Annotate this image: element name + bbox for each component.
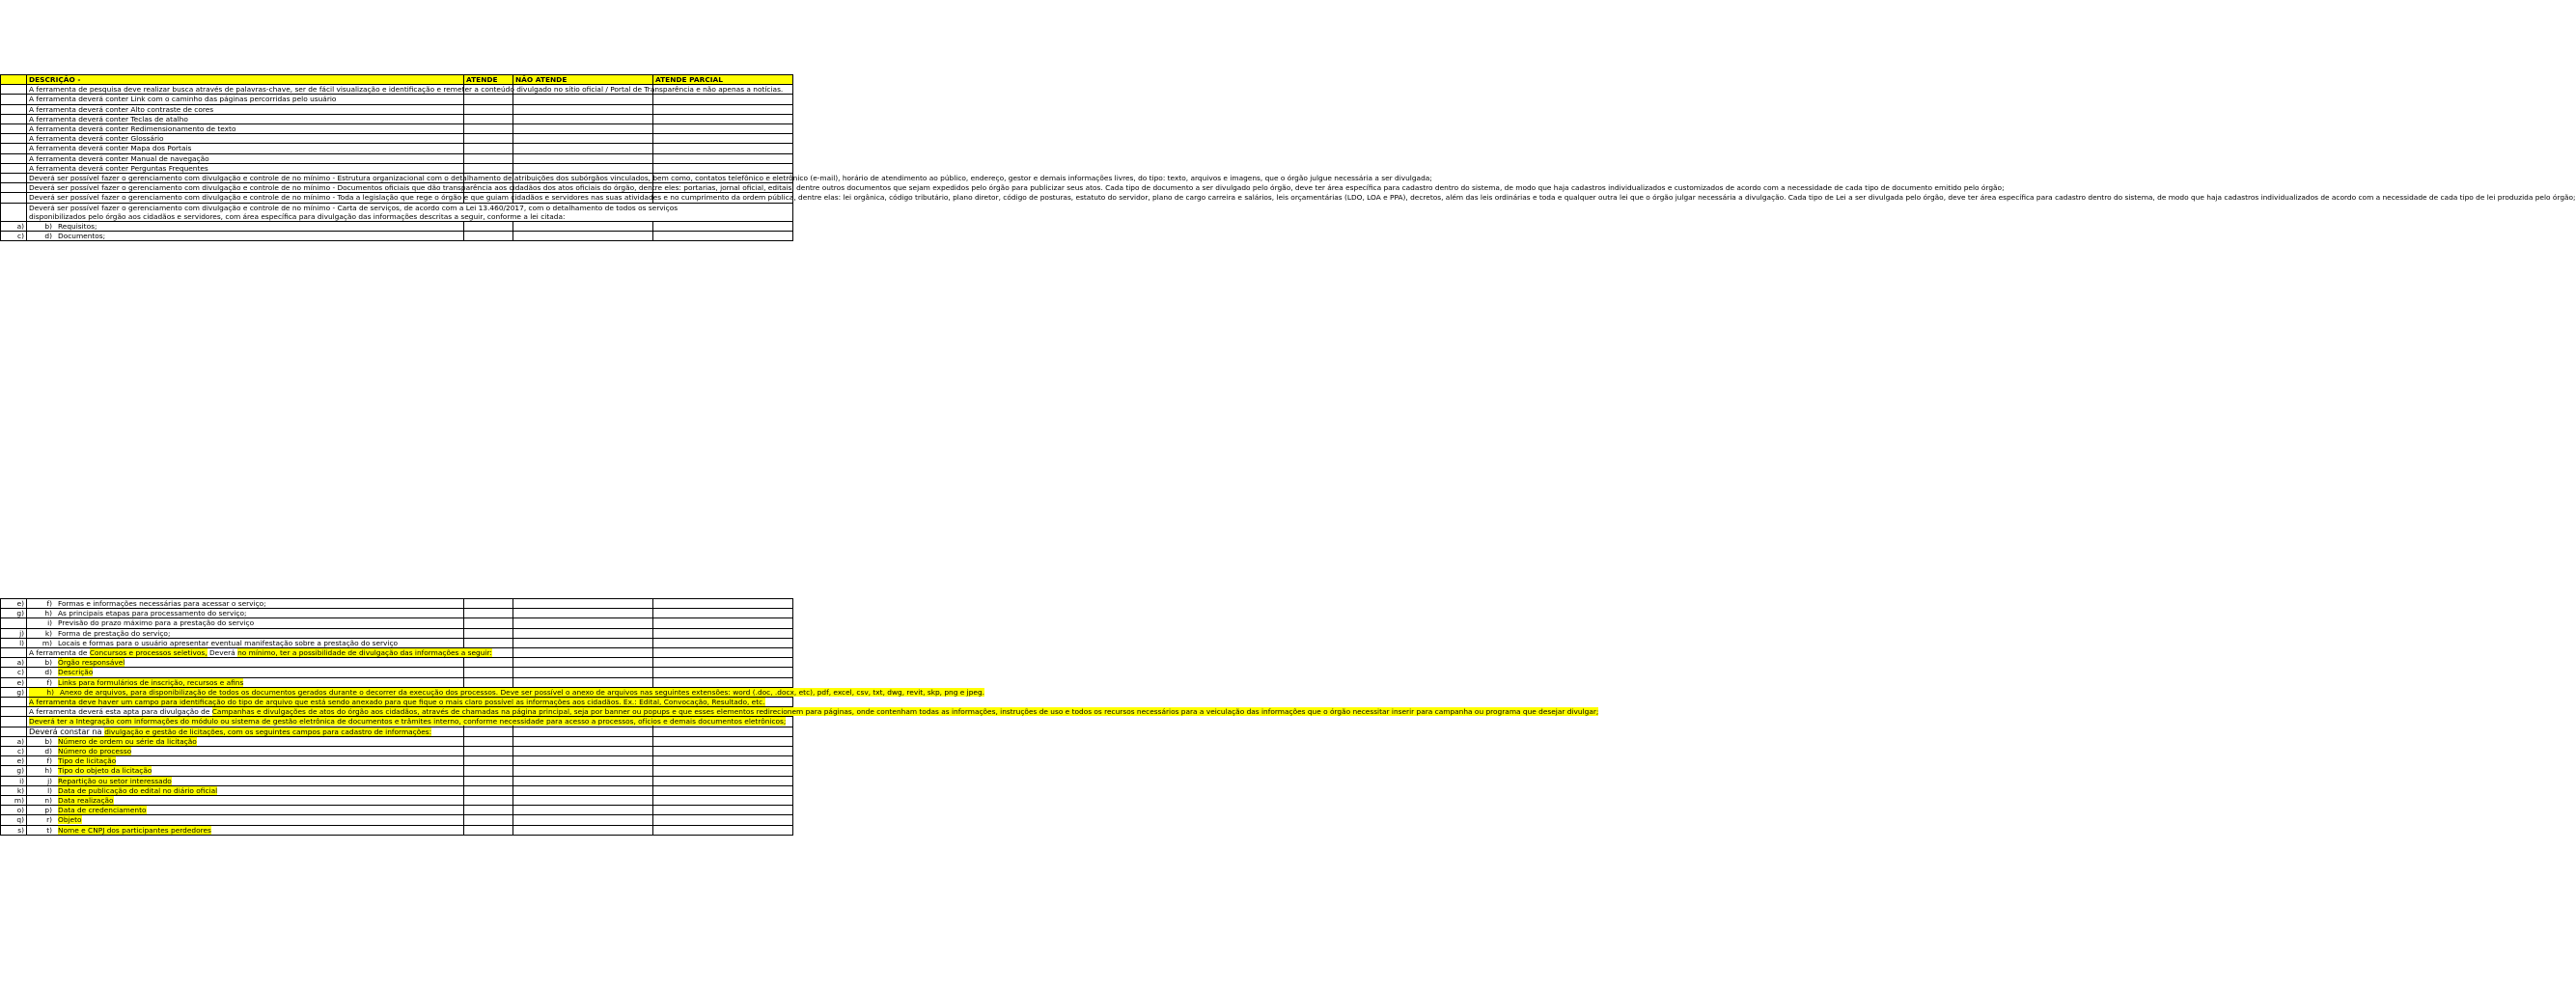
- item-text: Tipo do objeto da licitação: [58, 766, 152, 776]
- table-row: [1, 163, 793, 173]
- atende-cell[interactable]: [464, 124, 513, 134]
- table-row: [1, 727, 793, 736]
- header-row: [1, 75, 793, 85]
- nao-atende-cell[interactable]: [513, 727, 653, 736]
- item-text: Órgão responsável: [58, 658, 125, 668]
- row-text: A ferramenta deverá conter Redimensionamento de texto: [27, 124, 464, 134]
- atende-parcial-cell[interactable]: [653, 747, 793, 756]
- item-text: Nome e CNPJ dos participantes perdedores: [58, 825, 211, 835]
- row-letter: j): [1, 628, 27, 638]
- item-number: d): [44, 747, 52, 756]
- nao-atende-cell[interactable]: [513, 163, 653, 173]
- nao-atende-cell[interactable]: [513, 114, 653, 124]
- item-text: Data realização: [58, 796, 114, 806]
- row-text: A ferramenta deverá conter Manual de navegação: [27, 153, 464, 163]
- item-number: m): [42, 638, 52, 647]
- row-item: [27, 668, 464, 677]
- table-row: [1, 747, 793, 756]
- atende-cell[interactable]: [464, 825, 513, 835]
- nao-atende-cell[interactable]: [513, 825, 653, 835]
- spreadsheet-bottom: [0, 598, 1599, 836]
- row-letter: l): [1, 638, 27, 647]
- atende-cell[interactable]: [464, 747, 513, 756]
- atende-cell[interactable]: [464, 658, 513, 668]
- header-nao-atende: NÃO ATENDE: [513, 75, 653, 85]
- row-text: A ferramenta deverá conter Perguntas Frequentes: [27, 163, 464, 173]
- atende-parcial-cell[interactable]: [653, 736, 793, 746]
- nao-atende-cell[interactable]: [513, 658, 653, 668]
- requirements-table-bottom: [0, 598, 1599, 836]
- table-row: [1, 609, 793, 618]
- item-number: f): [46, 677, 52, 687]
- item-number: b): [44, 222, 52, 232]
- table-row: [1, 95, 793, 104]
- atende-cell[interactable]: [464, 756, 513, 766]
- table-row: [1, 183, 793, 193]
- table-row: [1, 756, 793, 766]
- carta-servicos-line-1: Deverá ser possível fazer o gerenciamento com divulgação e controle de no mínimo - Carta de serviços, de acordo com a Lei 13.460/2017, com o detalhamento de todos os serviços: [29, 203, 679, 212]
- table-row: [1, 144, 793, 153]
- item-number: k): [44, 628, 52, 638]
- item-number: h): [46, 687, 54, 697]
- table-row: [1, 736, 793, 746]
- item-text: Locais e formas para o usuário apresentar eventual manifestação sobre a prestação do serviço: [58, 638, 399, 647]
- nao-atende-cell[interactable]: [513, 95, 653, 104]
- atende-parcial-cell[interactable]: [653, 785, 793, 795]
- nao-atende-cell[interactable]: [513, 144, 653, 153]
- atende-parcial-cell[interactable]: [653, 658, 793, 668]
- row-letter: a): [1, 222, 27, 232]
- row-letter: k): [1, 785, 27, 795]
- nao-atende-cell[interactable]: [513, 134, 653, 144]
- nao-atende-cell[interactable]: [513, 776, 653, 785]
- requirements-table-top: [0, 74, 2576, 241]
- row-letter: g): [1, 609, 27, 618]
- table-row: [1, 104, 793, 114]
- table-row: [1, 648, 793, 658]
- row-item: [27, 628, 464, 638]
- nao-atende-cell[interactable]: [513, 609, 653, 618]
- nao-atende-cell[interactable]: [513, 806, 653, 815]
- atende-parcial-cell[interactable]: [653, 815, 793, 825]
- nao-atende-cell[interactable]: [513, 796, 653, 806]
- atende-cell[interactable]: [464, 134, 513, 144]
- atende-parcial-cell[interactable]: [653, 163, 793, 173]
- item-number: b): [44, 736, 52, 746]
- table-row: [1, 668, 793, 677]
- table-row: [1, 806, 793, 815]
- table-row: [1, 677, 793, 687]
- spreadsheet-top: [0, 74, 2576, 241]
- atende-parcial-cell[interactable]: [653, 134, 793, 144]
- row-letter: m): [1, 796, 27, 806]
- table-row: [1, 134, 793, 144]
- row-item: [27, 806, 464, 815]
- row-letter: i): [1, 776, 27, 785]
- row-text: A ferramenta de pesquisa deve realizar busca através de palavras-chave, ser de fácil visualização e identificação e remeter a conteúdo divulgado no sítio oficial / Portal de Transparência e não apenas a notícias.: [27, 85, 464, 95]
- atende-cell[interactable]: [464, 609, 513, 618]
- table-row: [1, 628, 793, 638]
- row-item: [27, 658, 464, 668]
- anexo-item: [27, 687, 985, 697]
- row-item: [27, 776, 464, 785]
- table-row: [1, 85, 793, 95]
- atende-cell[interactable]: [464, 114, 513, 124]
- item-number: t): [46, 825, 52, 835]
- row-item: [27, 638, 464, 647]
- atende-parcial-cell[interactable]: [653, 727, 793, 736]
- nao-atende-cell[interactable]: [513, 648, 653, 658]
- table-row: [1, 618, 793, 628]
- item-text: Objeto: [58, 815, 82, 825]
- atende-cell[interactable]: [464, 796, 513, 806]
- atende-parcial-cell[interactable]: [653, 756, 793, 766]
- atende-cell[interactable]: [464, 766, 513, 776]
- row-letter: o): [1, 806, 27, 815]
- table-row: [1, 114, 793, 124]
- row-item: [27, 232, 464, 241]
- carta-servicos-line-2: disponibilizados pelo órgão aos cidadãos e servidores, com área específica para divulgação das informações descritas a seguir, conforme a lei citada:: [29, 211, 566, 221]
- nao-atende-cell[interactable]: [513, 628, 653, 638]
- row-text: Deverá ser possível fazer o gerenciamento com divulgação e controle de no mínimo - Documentos oficiais que dão transparência aos cidadãos dos atos oficiais do órgão, dentre eles: portarias, jornal oficial, editais, dentre outros documentos que sejam expedidos pelo órgão para publicizar seus atos. Cada tipo de documento a ser divulgado pelo órgão, deve ter área específica para cadastro dentro do sistema, de modo que haja cadastros individualizados e customizados de acordo com a necessidade de cada tipo de documento emitido pelo órgão;: [27, 183, 464, 193]
- atende-parcial-cell[interactable]: [653, 599, 793, 609]
- row-letter: a): [1, 736, 27, 746]
- row-text: A ferramenta deverá conter Mapa dos Portais: [27, 144, 464, 153]
- row-letter: e): [1, 756, 27, 766]
- nao-atende-cell[interactable]: [513, 638, 653, 647]
- table-row: [1, 153, 793, 163]
- table-row: [1, 232, 793, 241]
- atende-parcial-cell[interactable]: [653, 222, 793, 232]
- concursos-heading: A ferramenta de Concursos e processos seletivos, Deverá no mínimo, ter a possibilidade de divulgação das informações a seguir:: [27, 648, 464, 658]
- table-row: [1, 174, 793, 183]
- table-row: [1, 687, 793, 697]
- table-row: [1, 124, 793, 134]
- row-item: [27, 756, 464, 766]
- item-number: n): [44, 796, 52, 806]
- campo-tipo-arquivo: A ferramenta deve haver um campo para identificação do tipo de arquivo que está sendo anexado para que fique o mais claro possível as informações aos cidadãos. Ex.: Edital, Convocação, Resultado, etc.: [27, 698, 464, 707]
- item-text: Forma de prestação do serviço;: [58, 628, 171, 638]
- item-number: l): [47, 785, 52, 795]
- item-text: Previsão do prazo máximo para a prestação do serviço: [58, 618, 255, 628]
- item-text: Número do processo: [58, 747, 132, 756]
- nao-atende-cell[interactable]: [513, 104, 653, 114]
- row-item: [27, 609, 464, 618]
- row-text: A ferramenta deverá conter Alto contraste de cores: [27, 104, 464, 114]
- row-item: [27, 785, 464, 795]
- item-text: Formas e informações necessárias para acessar o serviço;: [58, 599, 266, 608]
- table-row: [1, 707, 793, 717]
- row-item: [27, 222, 464, 232]
- row-text: A ferramenta deverá conter Glossário: [27, 134, 464, 144]
- atende-parcial-cell[interactable]: [653, 95, 793, 104]
- item-number: i): [47, 618, 52, 628]
- item-number: b): [44, 658, 52, 668]
- table-row: [1, 638, 793, 647]
- item-number: r): [46, 815, 52, 825]
- item-number: f): [46, 599, 52, 608]
- item-text: Tipo de licitação: [58, 756, 117, 766]
- nao-atende-cell[interactable]: [513, 124, 653, 134]
- header-atende-parcial: ATENDE PARCIAL: [653, 75, 793, 85]
- item-text: Número de ordem ou série da licitação: [58, 736, 197, 746]
- atende-parcial-cell[interactable]: [653, 825, 793, 835]
- atende-cell[interactable]: [464, 815, 513, 825]
- table-row: [1, 203, 793, 221]
- table-row: [1, 222, 793, 232]
- row-letter: g): [1, 766, 27, 776]
- atende-parcial-cell[interactable]: [653, 114, 793, 124]
- atende-parcial-cell[interactable]: [653, 232, 793, 241]
- item-text: Data de publicação do edital no diário oficial: [58, 785, 218, 795]
- atende-cell[interactable]: [464, 599, 513, 609]
- nao-atende-cell[interactable]: [513, 153, 653, 163]
- atende-cell[interactable]: [464, 736, 513, 746]
- nao-atende-cell[interactable]: [513, 736, 653, 746]
- item-text: Requisitos;: [58, 222, 97, 232]
- atende-cell[interactable]: [464, 638, 513, 647]
- row-letter: e): [1, 677, 27, 687]
- header-description: DESCRIÇÃO -: [27, 75, 464, 85]
- atende-cell[interactable]: [464, 104, 513, 114]
- nao-atende-cell[interactable]: [513, 618, 653, 628]
- row-letter: [1, 618, 27, 628]
- item-text: Descrição: [58, 668, 94, 677]
- table-row: [1, 698, 793, 707]
- atende-parcial-cell[interactable]: [653, 628, 793, 638]
- atende-parcial-cell[interactable]: [653, 153, 793, 163]
- row-letter: c): [1, 747, 27, 756]
- nao-atende-cell[interactable]: [513, 785, 653, 795]
- atende-cell[interactable]: [464, 776, 513, 785]
- row-item: [27, 618, 464, 628]
- atende-cell[interactable]: [464, 232, 513, 241]
- row-text: A ferramenta deverá conter Link com o caminho das páginas percorridas pelo usuário: [27, 95, 464, 104]
- atende-parcial-cell[interactable]: [653, 609, 793, 618]
- table-row: [1, 825, 793, 835]
- table-row: [1, 193, 793, 203]
- row-item: [27, 677, 464, 687]
- table-row: [1, 815, 793, 825]
- integracao-text: Deverá ter a Integração com informações do módulo ou sistema de gestão eletrônica de documentos e trâmites interno, conforme necessidade para acesso a processos, ofícios e demais documentos eletrônicos;: [27, 717, 464, 727]
- row-item: [27, 766, 464, 776]
- atende-cell[interactable]: [464, 628, 513, 638]
- table-row: [1, 717, 793, 727]
- row-text: A ferramenta deverá conter Teclas de atalho: [27, 114, 464, 124]
- nao-atende-cell[interactable]: [513, 599, 653, 609]
- atende-parcial-cell[interactable]: [653, 796, 793, 806]
- atende-parcial-cell[interactable]: [653, 618, 793, 628]
- row-letter: c): [1, 668, 27, 677]
- row-item: [27, 736, 464, 746]
- nao-atende-cell[interactable]: [513, 766, 653, 776]
- atende-parcial-cell[interactable]: [653, 668, 793, 677]
- item-number: d): [44, 232, 52, 241]
- item-number: d): [44, 668, 52, 677]
- carta-servicos-text: [27, 203, 793, 221]
- row-item: [27, 747, 464, 756]
- row-letter: g): [1, 687, 27, 697]
- atende-cell[interactable]: [464, 668, 513, 677]
- atende-parcial-cell[interactable]: [653, 806, 793, 815]
- row-item: [27, 825, 464, 835]
- table-row: [1, 776, 793, 785]
- header-atende: ATENDE: [464, 75, 513, 85]
- item-text: As principais etapas para processamento do serviço;: [58, 609, 247, 618]
- nao-atende-cell[interactable]: [513, 677, 653, 687]
- atende-cell[interactable]: [464, 144, 513, 153]
- row-text: Deverá ser possível fazer o gerenciamento com divulgação e controle de no mínimo - Estrutura organizacional com o detalhamento de atribuições dos subórgãos vinculados, bem como, contatos telefônico e eletrônico (e-mail), horário de atendimento ao público, endereço, gestor e demais informações livres, do tipo: texto, arquivos e imagens, que o órgão julgue necessária a ser divulgada;: [27, 174, 464, 183]
- item-text: Documentos;: [58, 232, 106, 241]
- item-text: Anexo de arquivos, para disponibilização de todos os documentos gerados durante o decorrer da execução dos processos. Deve ser possível o anexo de arquivos nas seguintes extensões: word (.doc, .docx, etc), pdf, excel, csv, txt, dwg, revit, skp, png e jpeg.: [60, 687, 985, 697]
- item-number: f): [46, 756, 52, 766]
- atende-parcial-cell[interactable]: [653, 648, 793, 658]
- item-number: j): [47, 776, 52, 785]
- atende-cell[interactable]: [464, 163, 513, 173]
- item-text: Links para formulários de inscrição, recursos e afins: [58, 677, 244, 687]
- item-text: Repartição ou setor interessado: [58, 776, 172, 785]
- atende-parcial-cell[interactable]: [653, 766, 793, 776]
- atende-parcial-cell[interactable]: [653, 144, 793, 153]
- nao-atende-cell[interactable]: [513, 222, 653, 232]
- licitacoes-heading: Deverá constar na divulgação e gestão de licitações, com os seguintes campos para cadastro de informações:: [27, 727, 464, 736]
- nao-atende-cell[interactable]: [513, 668, 653, 677]
- header-blank-cell: [1, 75, 27, 85]
- atende-cell[interactable]: [464, 727, 513, 736]
- atende-cell[interactable]: [464, 95, 513, 104]
- atende-cell[interactable]: [464, 153, 513, 163]
- row-letter: c): [1, 232, 27, 241]
- table-row: [1, 658, 793, 668]
- row-letter: a): [1, 658, 27, 668]
- atende-cell[interactable]: [464, 806, 513, 815]
- row-letter: e): [1, 599, 27, 609]
- atende-parcial-cell[interactable]: [653, 124, 793, 134]
- row-letter: s): [1, 825, 27, 835]
- atende-parcial-cell[interactable]: [653, 776, 793, 785]
- row-letter: q): [1, 815, 27, 825]
- row-item: [27, 796, 464, 806]
- item-number: h): [44, 609, 52, 618]
- table-row: [1, 785, 793, 795]
- row-item: [27, 815, 464, 825]
- nao-atende-cell[interactable]: [513, 756, 653, 766]
- table-row: [1, 599, 793, 609]
- atende-cell[interactable]: [464, 222, 513, 232]
- nao-atende-cell[interactable]: [513, 815, 653, 825]
- atende-parcial-cell[interactable]: [653, 104, 793, 114]
- nao-atende-cell[interactable]: [513, 747, 653, 756]
- item-number: h): [44, 766, 52, 776]
- row-text: Deverá ser possível fazer o gerenciamento com divulgação e controle de no mínimo - Toda a legislação que rege o órgão e que guiam cidadãos e servidores nas suas atividades e no cumprimento da ordem pública, dentre elas: lei orgânica, código tributário, plano diretor, código de posturas, estatuto do servidor, plano de cargo carreira e salários, leis orçamentárias (LDO, LOA e PPA), decretos, além das leis ordinárias e toda e qualquer outra lei que o órgão julgar necessária a divulgação. Cada tipo de Lei a ser divulgada pelo órgão, deve ter área específica para cadastro dentro do sistema, de modo que haja cadastros individualizados de acordo com a necessidade de cada tipo de lei produzida pelo órgão;: [27, 193, 464, 203]
- atende-cell[interactable]: [464, 785, 513, 795]
- atende-cell[interactable]: [464, 677, 513, 687]
- row-item: [27, 599, 464, 609]
- atende-parcial-cell[interactable]: [653, 677, 793, 687]
- atende-parcial-cell[interactable]: [653, 638, 793, 647]
- nao-atende-cell[interactable]: [513, 232, 653, 241]
- item-number: p): [44, 806, 52, 815]
- table-row: [1, 796, 793, 806]
- atende-cell[interactable]: [464, 618, 513, 628]
- campanhas-text: A ferramenta deverá esta apta para divulgação de Campanhas e divulgações de atos do órgão aos cidadãos, através de chamadas na página principal, seja por banner ou popups e que esses elementos redirecionem para páginas, onde contenham todas as informações, instruções de uso e todos os recursos necessários para a veiculação das informações que o órgão necessitar inserir para campanha ou programa que desejar divulgar;: [27, 707, 464, 717]
- table-row: [1, 766, 793, 776]
- item-text: Data de credenciamento: [58, 806, 147, 815]
